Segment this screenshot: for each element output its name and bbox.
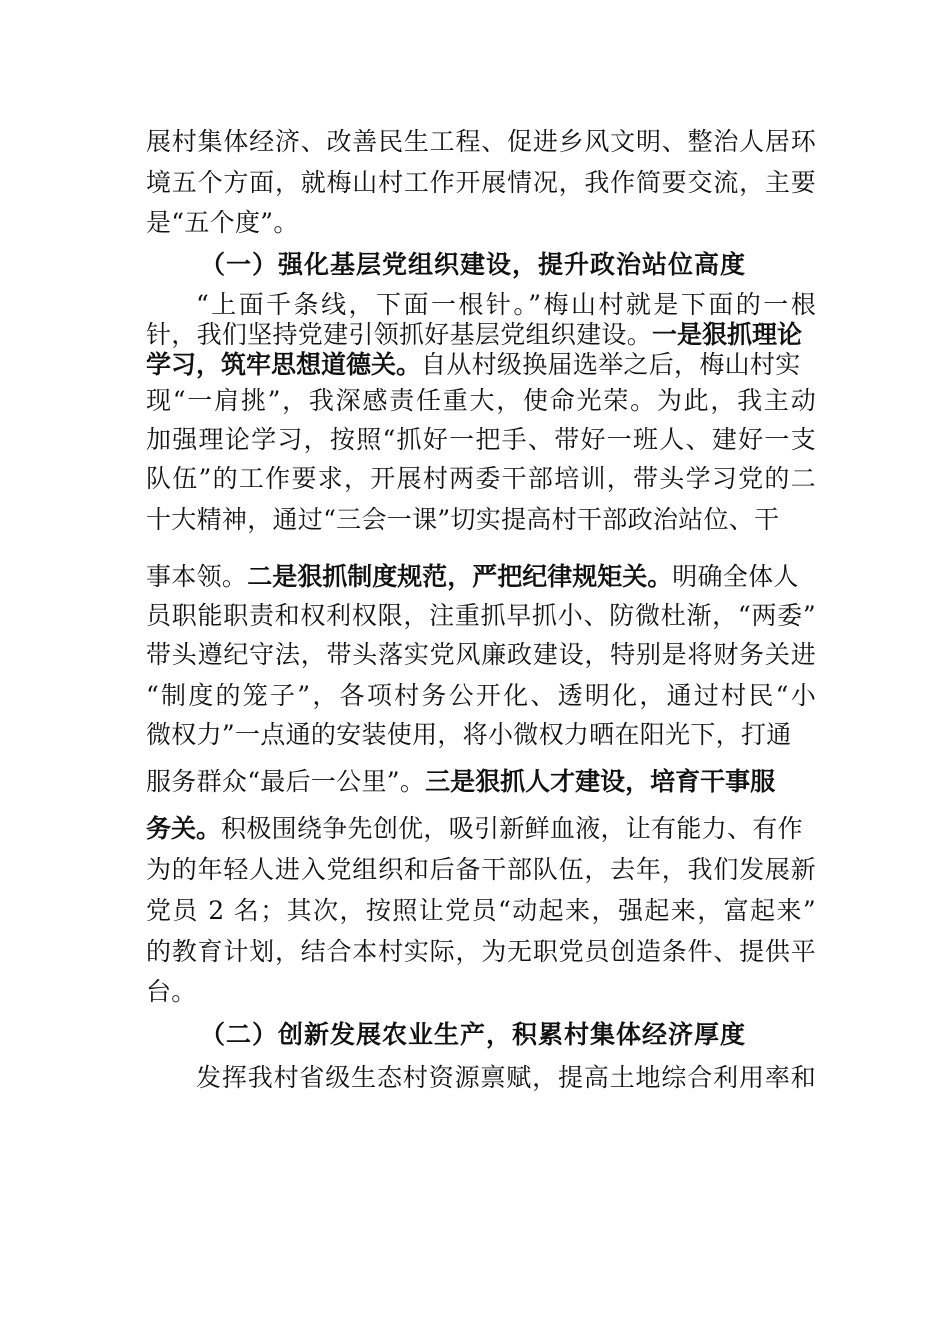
paragraph-line: 现“一肩挑”，我深感责任重大，使命光荣。为此，我主动 (146, 386, 816, 415)
paragraph-line: 微权力”一点通的安装使用，将小微权力晒在阳光下，打通 (146, 720, 792, 749)
bold-text-run: 学习，筑牢思想道德关。 (146, 350, 422, 379)
paragraph-line: 展村集体经济、改善民生工程、促进乡风文明、整治人居环 (146, 127, 816, 156)
text-run: 服务群众“最后一公里”。 (146, 767, 426, 796)
text-run: 积极围绕争先创优，吸引新鲜血液，让有能力、有作 (221, 814, 803, 843)
bold-text-run: 三是狠抓人才建设，培育干事服 (425, 767, 776, 796)
bold-text-run: 二是狠抓制度规范，严把纪律规矩关。 (247, 562, 673, 591)
paragraph-line: “上面千条线，下面一根针。”梅山村就是下面的一根 (196, 290, 816, 319)
paragraph-line: 发挥我村省级生态村资源禀赋，提高土地综合利用率和 (196, 1063, 816, 1092)
paragraph-line: 加强理论学习，按照“抓好一把手、带好一班人、建好一支 (146, 425, 816, 454)
paragraph-line (146, 562, 816, 592)
paragraph-line: “制度的笼子”，各项村务公开化、透明化，通过村民“小 (146, 681, 816, 710)
paragraph-line: 队伍”的工作要求，开展村两委干部培训，带头学习党的二 (146, 464, 816, 493)
paragraph-line (146, 767, 816, 797)
paragraph-line: 台。 (146, 977, 197, 1006)
text-run: 明确全体人 (672, 562, 799, 591)
paragraph-line: 党员 2 名；其次，按照让党员“动起来，强起来，富起来” (146, 896, 816, 925)
paragraph-line (146, 320, 816, 350)
paragraph-line: 十大精神，通过“三会一课”切实提高村干部政治站位、干 (146, 505, 780, 534)
paragraph-line: 的教育计划，结合本村实际，为无职党员创造条件、提供平 (146, 937, 816, 966)
paragraph-line: 境五个方面，就梅山村工作开展情况，我作简要交流，主要 (146, 168, 816, 197)
paragraph-line: 带头遵纪守法，带头落实党风廉政建设，特别是将财务关进 (146, 640, 816, 669)
bold-text-run: 务关。 (146, 814, 222, 843)
text-run: 自从村级换届选举之后，梅山村实 (421, 350, 801, 379)
paragraph-line: 是“五个度”。 (146, 208, 299, 237)
text-run: 针，我们坚持党建引领抓好基层党组织建设。 (146, 320, 653, 349)
paragraph-line (146, 814, 816, 844)
section-heading-1: （一）强化基层党组织建设，提升政治站位高度 (200, 250, 747, 279)
paragraph-line (146, 350, 816, 380)
section-heading-2: （二）创新发展农业生产，积累村集体经济厚度 (200, 1020, 747, 1049)
paragraph-line: 员职能职责和权利权限，注重抓早抓小、防微杜渐，“两委” (146, 601, 816, 630)
paragraph-line: 为的年轻人进入党组织和后备干部队伍，去年，我们发展新 (146, 855, 816, 884)
bold-text-run: 一是狠抓理论 (652, 320, 803, 349)
text-run: 事本领。 (146, 562, 248, 591)
